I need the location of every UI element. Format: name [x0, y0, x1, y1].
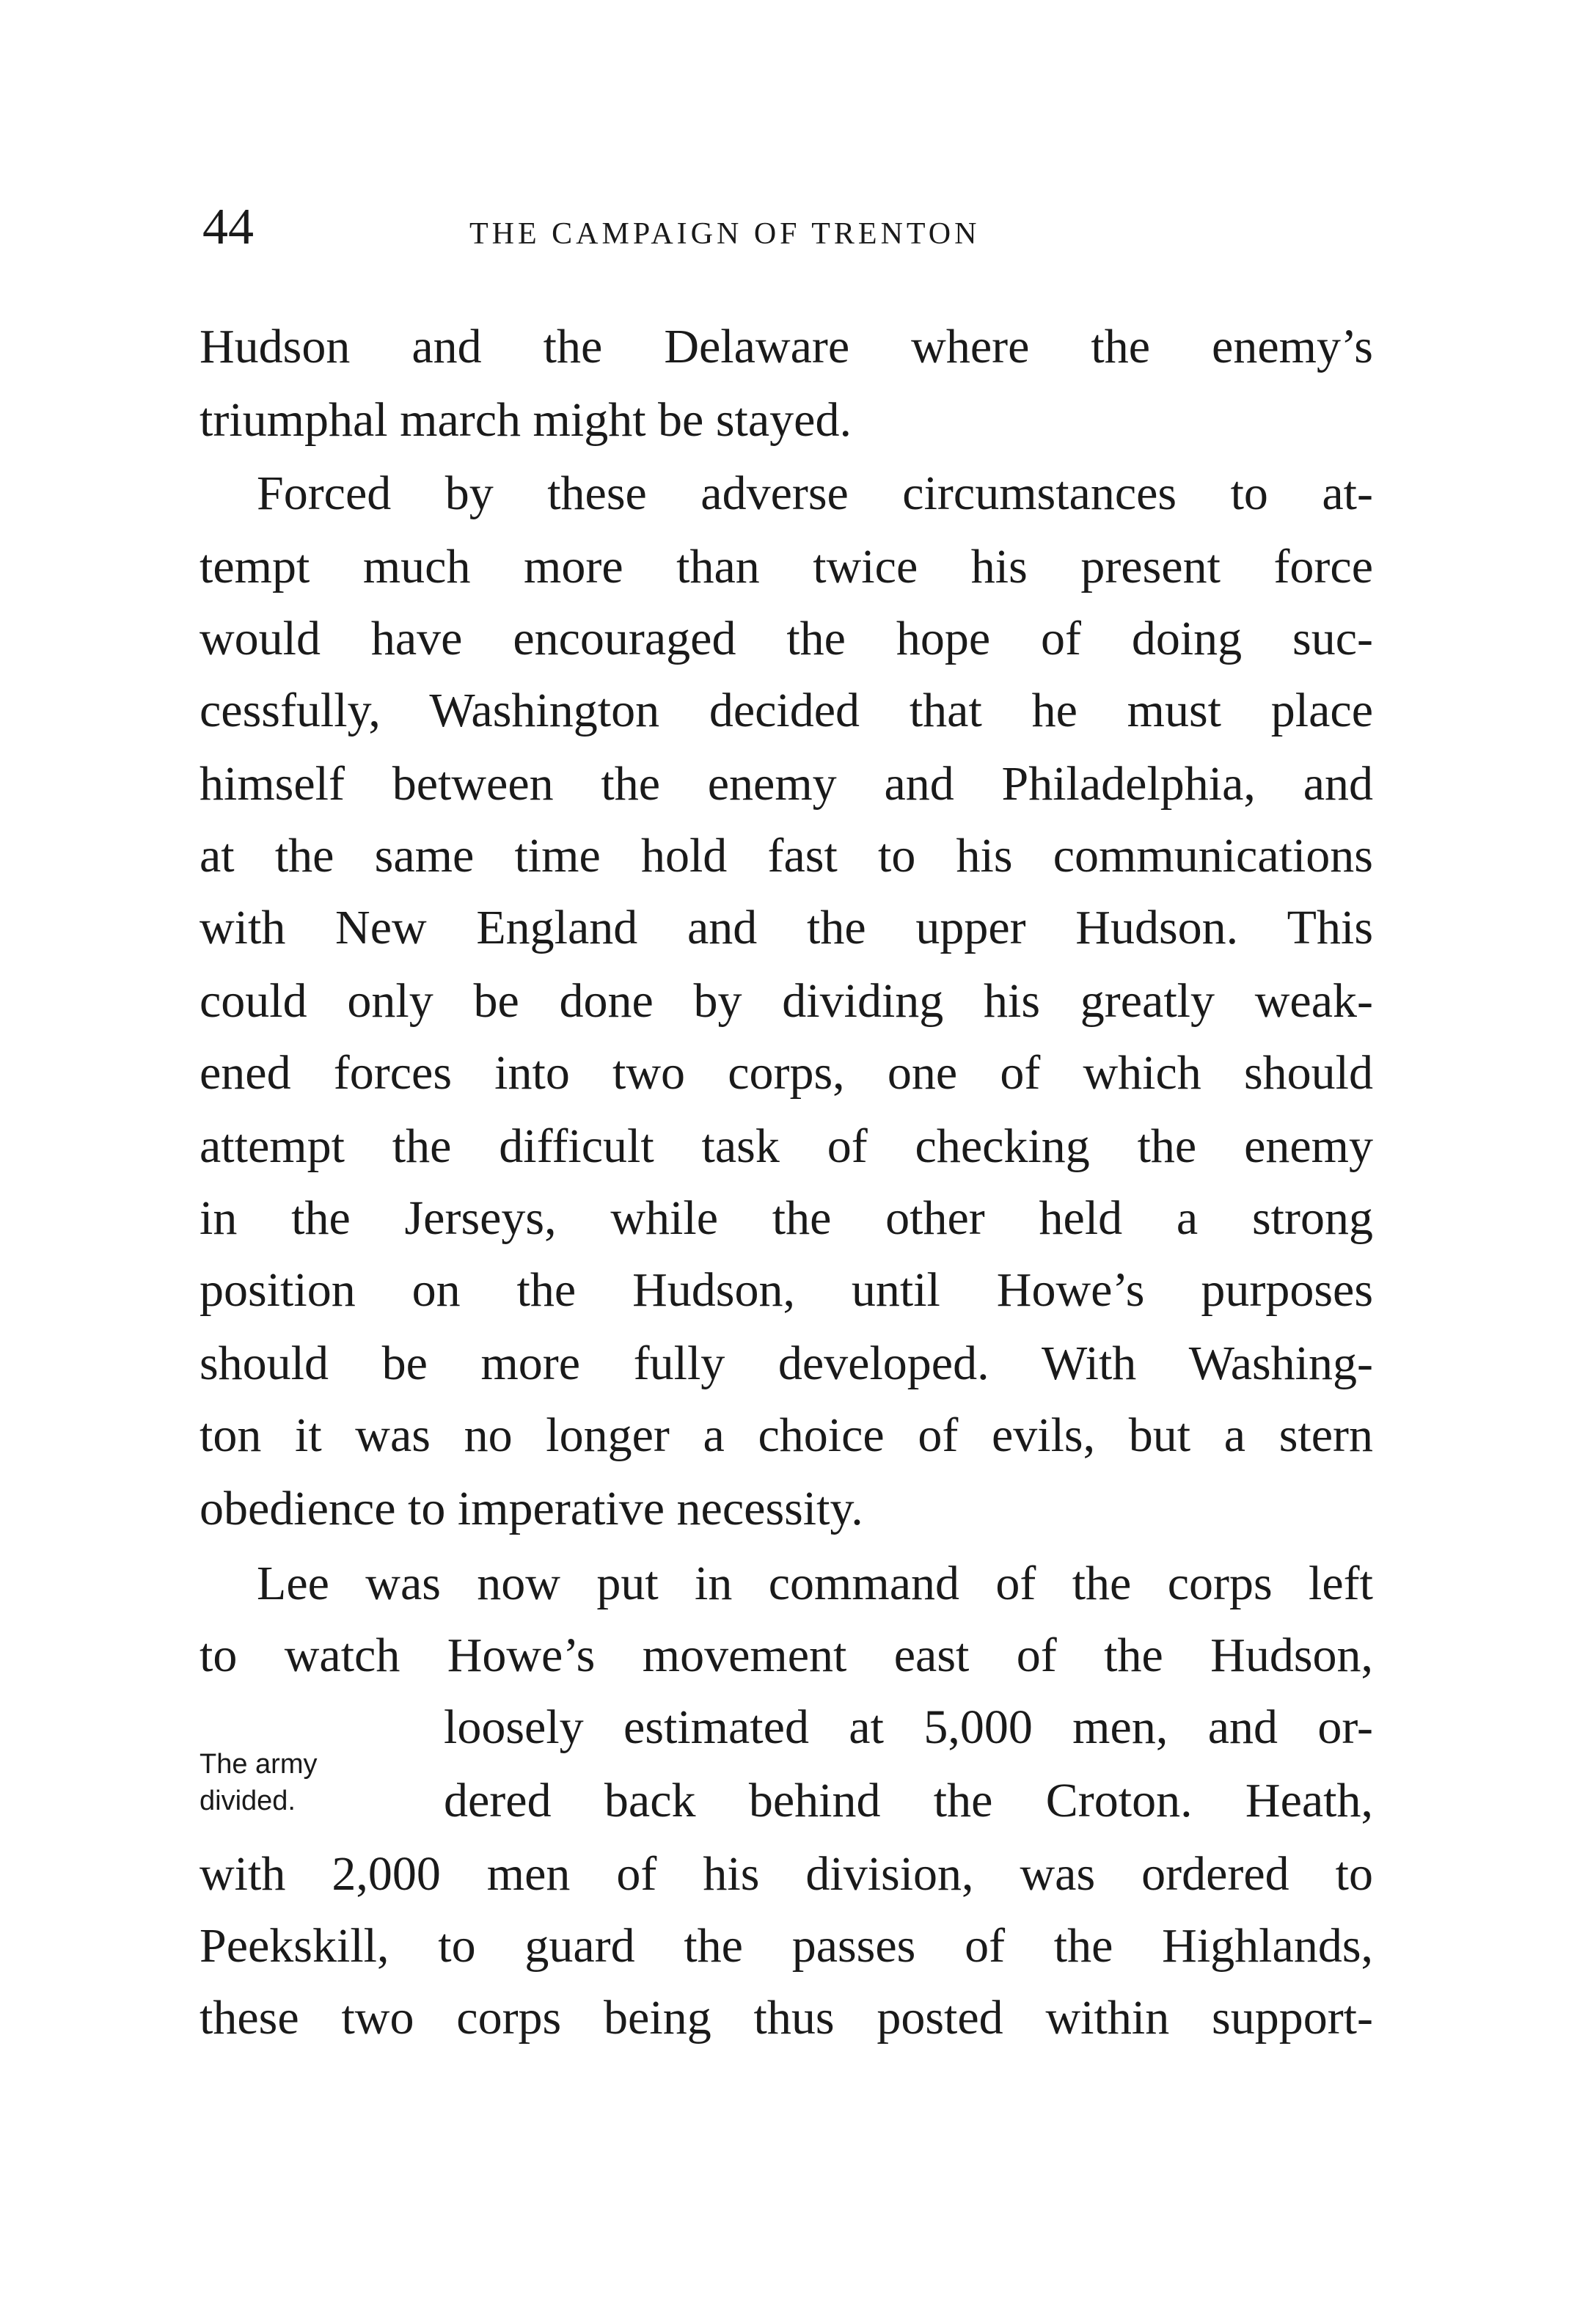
text-line: himself between the enemy and Philadelphia, and — [200, 757, 1373, 811]
running-title: THE CAMPAIGN OF TRENTON — [469, 217, 981, 251]
margin-note-line: The army — [200, 1749, 318, 1780]
text-line: these two corps being thus posted within support- — [200, 1991, 1373, 2045]
page-number: 44 — [202, 199, 254, 255]
text-line: loosely estimated at 5,000 men, and or- — [444, 1700, 1373, 1754]
text-line: could only be done by dividing his greatly weak- — [200, 974, 1373, 1028]
text-line: should be more fully developed. With Washing- — [200, 1337, 1373, 1390]
text-line: dered back behind the Croton. Heath, — [444, 1774, 1373, 1827]
paragraph-start: Forced by these adverse circumstances to at- — [257, 467, 1373, 520]
text-line: ened forces into two corps, one of which should — [200, 1046, 1373, 1100]
text-line: attempt the difficult task of checking the enemy — [200, 1119, 1373, 1173]
text-line: cessfully, Washington decided that he must place — [200, 684, 1373, 737]
text-line: Peekskill, to guard the passes of the Highlands, — [200, 1919, 1373, 1973]
text-line: with New England and the upper Hudson. This — [200, 901, 1373, 954]
text-line: in the Jerseys, while the other held a strong — [200, 1191, 1373, 1245]
text-line: Hudson and the Delaware where the enemy’s — [200, 320, 1373, 373]
text-line: with 2,000 men of his division, was ordered to — [200, 1847, 1373, 1901]
text-line: would have encouraged the hope of doing suc- — [200, 612, 1373, 665]
text-line: triumphal march might be stayed. — [200, 393, 852, 447]
text-line: to watch Howe’s movement east of the Hudson, — [200, 1629, 1373, 1682]
text-line: at the same time hold fast to his communications — [200, 829, 1373, 883]
text-line: tempt much more than twice his present force — [200, 540, 1373, 593]
margin-note-line: divided. — [200, 1786, 296, 1816]
paragraph-start: Lee was now put in command of the corps left — [257, 1557, 1373, 1610]
text-line: position on the Hudson, until Howe’s purposes — [200, 1263, 1373, 1317]
text-line: obedience to imperative necessity. — [200, 1482, 863, 1535]
text-line: ton it was no longer a choice of evils, but a stern — [200, 1408, 1373, 1462]
